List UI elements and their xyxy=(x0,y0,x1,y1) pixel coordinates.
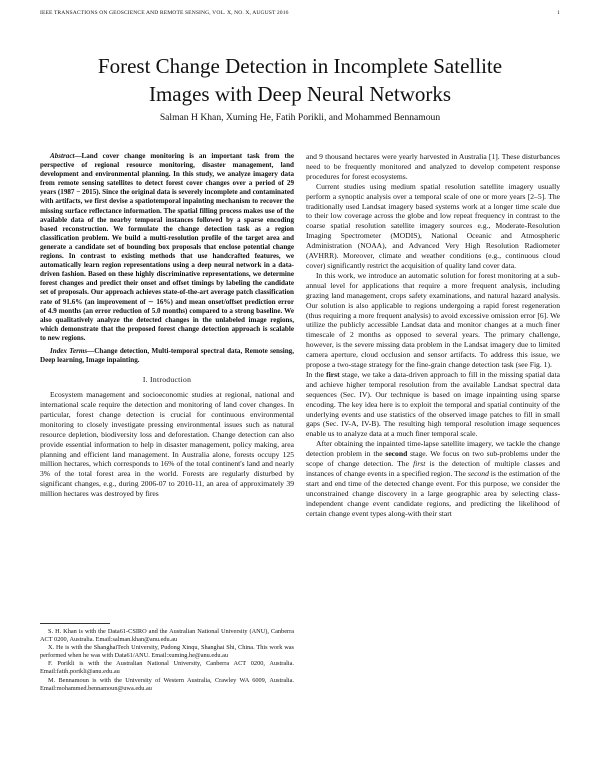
p4-part: In the xyxy=(306,369,327,379)
p5-emph-second-item: second xyxy=(467,469,489,478)
right-column xyxy=(306,152,560,519)
title-line-2: Images with Deep Neural Networks xyxy=(148,82,452,106)
index-terms-text: —Change detection, Multi-temporal spectral data, Remote sensing, Deep learning, Image inpainting. xyxy=(40,346,295,365)
footnote-bennamoun: M. Bennamoun is with the University of Western Australia, Crawley WA 6009, Australia. Email:mohammed.bennamoun@uwa.edu.au xyxy=(40,676,294,692)
p5-emph-second: second xyxy=(385,449,408,459)
section-heading-introduction: I. Introduction xyxy=(142,375,192,385)
intro-paragraph-1: Ecosystem management and socioeconomic studies at regional, national and international scale require the detection and monitoring of land cover changes. In particular, forest change detection is crucial for continuous environmental monitoring to closely investigate pressing environmental issues such as natural resource depletion, biodiversity loss and deforestation. Change detection can also provide essential information to help in disaster management, policy making, area planning and efficient land management. In Australia alone, forests occupy 125 million hectares, which corresponds to 16% of the total continent's land and nearly 3% of the total forest area in the world. Forests are regularly disturbed by significant changes, e.g., during 2006-07 to 2010-11, an area of approximately 39 million hectares was destroyed by fires xyxy=(40,390,294,499)
abstract xyxy=(40,152,294,343)
body-paragraph-1: and 9 thousand hectares were yearly harvested in Australia [1]. These disturbances need to be frequently monitored and analyzed to develop competent response procedures for forest ecosystems. xyxy=(306,152,560,181)
body-paragraph-4 xyxy=(306,370,560,439)
abstract-text: —Land cover change monitoring is an important task from the perspective of regional resource monitoring, disaster management, land development and environmental planning. In this study, we analyze imagery data from remote sensing satellites to detect forest cover changes over a period of 29 years (1987 − 2015). Since the original data is severely incomplete and contaminated with artifacts, we first devise a spatiotemporal inpainting mechanism to recover the missing surface reflectance information. The spatial filling process makes use of the available data of the nearby temporal instances followed by a sparse encoding based reconstruction. We formulate the change detection task as a region classification problem. We build a multi-resolution profile of the target area and generate a candidate set of bounding box proposals that enclose potential change regions. In contrast to existing methods that use handcrafted features, we automatically learn region representations using a deep neural network in a data-driven fashion. Based on these highly discriminative representations, we determine forest changes and predict their onset and offset timings by labeling the candidate set of proposals. Our approach achieves state-of-the-art average patch classification rate of 91.6% (an improvement of ∼ 16%) and mean onset/offset prediction error of 4.9 months (an error reduction of 5.0 months) compared to a strong baseline. We also qualitatively analyze the detected changes in the unlabeled image regions, which demonstrate that the proposed forest change detection approach is scalable to new regions. xyxy=(40,152,294,342)
p5-part: is the estimation of the start and end time of the detected change event. For this purpose, we consider the unconstrained change discovery in a large geographic area by selecting class-independent change event candidate regions, and predicting the likelihood of certain change event types along-with their start xyxy=(306,469,560,518)
p4-emph-first: first xyxy=(326,369,340,379)
index-terms xyxy=(40,347,294,365)
running-head: IEEE TRANSACTIONS ON GEOSCIENCE AND REMOTE SENSING, VOL. X, NO. X, AUGUST 2016 xyxy=(40,10,289,16)
body-paragraph-3: In this work, we introduce an automatic solution for forest monitoring at a sub-annual level for applications that require a more frequent analysis, including grazing land management, crops safety examinations, and natural hazard analysis. Our solution is also applicable to regions undergoing a rapid forest regeneration (thus requiring a more frequent analysis) to avoid excessive omission error [6]. We utilize the publicly accessible Landsat data and monitor changes at a much finer timescale of 2 months as opposed to several years. The primary challenge, however, is the severe missing data problem in the Landsat imagery due to limited camera aperture, cloud occlusion and sensor artifacts. To address this issue, we propose a two-stage strategy for the fine-grain change detection task (see Fig. 1). xyxy=(306,270,560,370)
running-header xyxy=(40,10,560,16)
footnote-rule xyxy=(40,623,110,624)
left-column xyxy=(40,152,294,499)
footnote-he: X. He is with the ShanghaiTech University, Pudong Xinqu, Shanghai Shi, China. This work was performed when he was with Data61/ANU. Email:xuming.he@anu.edu.au xyxy=(40,644,294,660)
p5-emph-first: first xyxy=(413,459,426,469)
footnote-porikli: F. Porikli is with the Australian National University, Canberra ACT 0200, Australia. Email:fatih.porikli@anu.edu.au xyxy=(40,660,294,676)
body-paragraph-5 xyxy=(306,439,560,518)
title-line-1: Forest Change Detection in Incomplete Satellite xyxy=(97,54,503,78)
index-terms-label: Index Terms xyxy=(50,346,88,355)
p5-part: is the detection of multiple classes and instances of change events in a specified region. The xyxy=(306,459,560,478)
author-list: Salman H Khan, Xuming He, Fatih Porikli, and Mohammed Bennamoun xyxy=(159,112,441,123)
footnotes xyxy=(40,628,294,693)
paper-title xyxy=(0,52,600,108)
body-paragraph-2: Current studies using medium spatial resolution satellite imagery usually perform a synoptic analysis over a temporal scale of one or more years [2–5]. The traditionally used Landsat imagery based systems work at a longer time scale due to their low coverage across the globe and low repeat frequency in contrast to the coarse spatial resolution satellite imagery sources e.g., Moderate-Resolution Imaging Spectrometer (MODIS), National Oceanic and Atmospheric Administration (NOAA), and Advanced Very High Resolution Radiometer (AVHRR). Moreover, climate and weather conditions (e.g., continuous cloud cover) significantly restrict the acquisition of quality land cover data. xyxy=(306,181,560,270)
p4-part: stage, we take a data-driven approach to fill in the missing spatial data and achieve higher temporal resolution from the available Landsat spectral data sequences (Sec. IV). Our technique is based on image inpainting using sparse encoding. The key idea here is to exploit the temporal and spatial continuity of the underlying events and use statistics of the observed image patches to fill in small gaps (Sec. IV-A, IV-B). The resulting high temporal resolution image sequences enable us to analyze data at a much finer temporal scale. xyxy=(306,369,560,439)
page-number: 1 xyxy=(557,10,560,16)
footnote-khan: S. H. Khan is with the Data61-CSIRO and the Australian National University (ANU), Canberra ACT 0200, Australia. Email:salman.khan@anu.edu.au xyxy=(40,628,294,644)
abstract-label: Abstract xyxy=(50,152,75,160)
p5-part: After obtaining the inpainted time-lapse satellite imagery, we tackle the change detection problem in the xyxy=(306,439,560,459)
p5-part: stage. We focus on two sub-problems under the scope of change detection. The xyxy=(306,449,560,469)
